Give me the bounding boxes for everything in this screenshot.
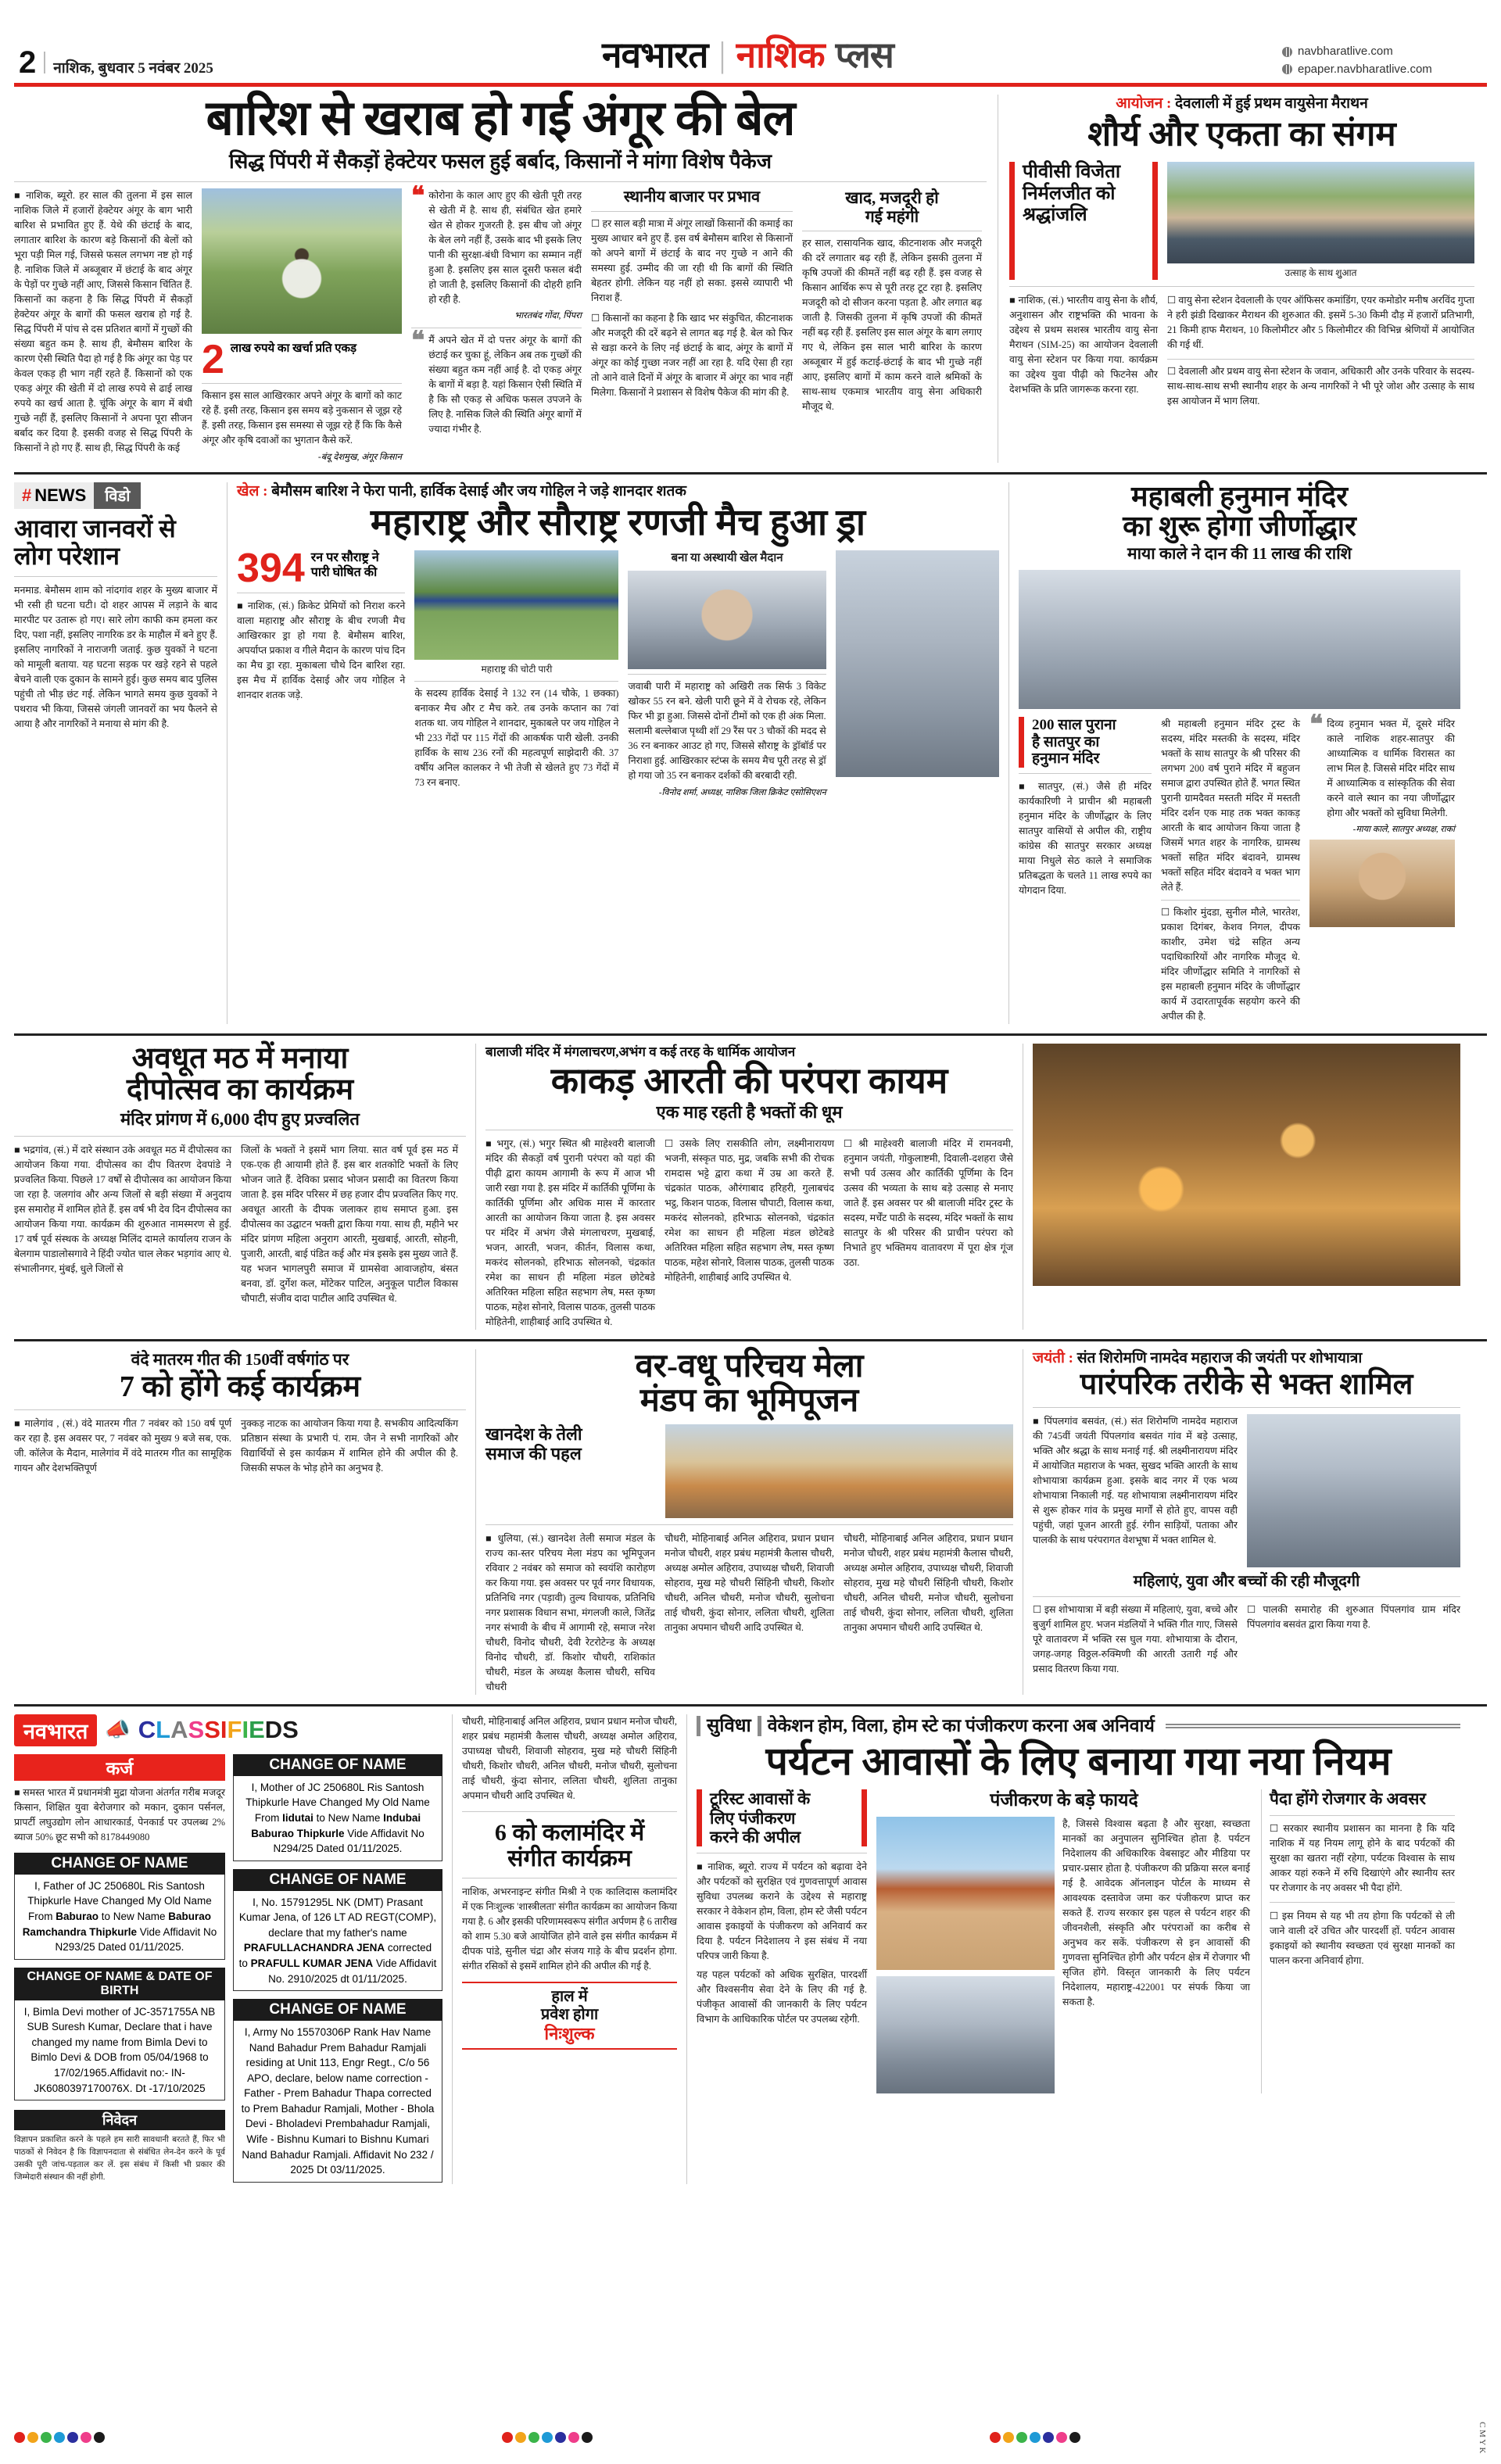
aayojan-kicker [1009, 95, 1474, 113]
classifieds-header [14, 1714, 442, 1746]
kalamandir-headline-2: संगीत कार्यक्रम [507, 1845, 632, 1871]
suvidha-kicker-text: वेकेशन होम, विला, होम स्टे का पंजीकरण करना अब अनिवार्य [767, 1715, 1155, 1735]
masthead-left [19, 47, 213, 78]
row-classifieds [0, 1714, 1501, 2184]
aayojan-photo-caption: उत्साह के साथ शुुआत [1284, 267, 1357, 278]
suvidha-photo-house [876, 1817, 1055, 1970]
khel-col-1 [237, 546, 406, 798]
hanuman-boxhead [1019, 717, 1152, 768]
suvidha-col-3-text: ☐ सरकार स्थानीय प्रशासन का मानना है कि यदि नाशिक में यह नियम लागू होने के बाद पर्यटकों की सुरक्षा का खतरा नहीं रहेगा, पर्यटक विश्वास के साथ आकर यहां रुकने में रुचि दिखाएंगे और स्थानीय स्तर पर रोजगार के नए अवसर भी पैदा होंगे. [1270, 1822, 1455, 1893]
jayanti-col-1 [1033, 1414, 1238, 1567]
classifieds-col-left [14, 1754, 225, 2184]
quote-icon: ❝ [411, 181, 425, 210]
jayanti-col-1-text: ■ पिंपलगांव बसवंत, (सं.) संत शिरोमणि नामदेव महाराज की 745वीं जयंती पिंपलगांव बसवंत गांव में बड़े उत्साह, भक्ति और श्रद्धा के साथ मनाई गई. श्री लक्ष्मीनारायण मंदिर में आयोजित महाराज के भक्त, सुखद भक्ति आरती के साथ शोभायात्रा कार्यक्रम हुआ. इसके बाद नगर में एक भव्य शोभायात्रा निकाली गई. यह शोभायात्रा लक्ष्मीनारायण मंदिर से शुरू होकर गांव के प्रमुख मार्गों से होते हुए, वापस वही पहुंची, जहां पूजन आरती हुई. रंगीन साड़ियों, पताका और पालकी के साथ परंपरागत वेशभूषा में भक्त शामिल थे. [1033, 1416, 1238, 1546]
aayojan-section [998, 95, 1474, 463]
row3-bottom-rule [14, 1339, 1487, 1341]
lead-mid-bullet-2: ☐ किसानों का कहना है कि खाद भर संकुचित, कीटनाशक और मजदूरी की दरें बढ़ने से लागत बढ़ गई है. बेल को फिर से खड़ा करने के लिए नई छंटाई के बाद, अंगूर के बागों में अंगूर का कोई गुच्छा नजर नहीं आ रहा है. यदि ऐसा ही रहा तो आने वाले दिनों में अंगूर के बाजार में अंगूर का भाव नहीं मिलेगा. किसानों ने प्रशासन से विशेष पैकेज की मांग की है. [591, 313, 793, 399]
classifieds-ad-2-head: CHANGE OF NAME [233, 1869, 442, 1891]
khel-stat-text-1: रन पर सौराष्ट्र ने [310, 551, 379, 565]
suvidha-headline: पर्यटन आवासों के लिए बनाया गया नया नियम [765, 1739, 1392, 1783]
hanuman-portrait [1309, 840, 1455, 927]
aayojan-body: ■ नाशिक, (सं.) भारतीय वायु सेना के शौर्य, अनुशासन और राष्ट्रभक्ति की भावना के उद्देश्य से प्रथम सशस्त्र भारतीय वायु सेना मैराथन (SIM-25) का आयोजन देवलाली वायु सेना स्टेशन पर किया गया. कार्यक्रम का उद्देश्य युवा पीढ़ी को फिटनेस और देशभक्ति के प्रति जागरूक करना रहा. [1009, 294, 1158, 395]
khel-kicker [237, 482, 999, 501]
globe-icon [1282, 64, 1292, 74]
free-entry-3: निःशुल्क [544, 2023, 595, 2043]
suvidha-columns [697, 1789, 1460, 2093]
avdhoot-body: ■ भद्रगांव, (सं.) में दारे संस्थान उके अवधूत मठ में दीपोत्सव का आयोजन किया गया. दीपोत्सव का दीप वितरण देवपांडे ने प्रज्वलित किया. पिछले 17 वर्षों से दीपोत्सव का आयोजन किया जा रहा है. जलगांव और अन्य जिलों से बड़ी संख्या में अनुदाय इस समारोह में शामिल होते हैं. इस वर्ष भी देव दिन दीपोत्सव का आयोजन किया गया. कार्यक्रम की शुरुआत नामस्मरण से हुई. 17 वर्ष पूर्व संस्थक के अध्यक्ष मिलिंद दामले कार्यालय राजन के बेलगाम पाडालोसगावे ने हिंदी ज्योत चाल लेकर भड़गांव आए थे. संभालीनगर, मुंबई, धुले जिलों से [14, 1144, 231, 1274]
jayanti-photo [1247, 1414, 1460, 1567]
avdhoot-col-2-text: जिलों के भक्तों ने इसमें भाग लिया. सात वर्ष पूर्व इस मठ में एक-एक ही आयामी होते हैं. इस बार शतकोटि भक्तों के लिए भोजन जाते हैं. देविका प्रसाद भोजन प्रसादी का वितरण किया जाता है. इस मंदिर परिसर में छह हजार दीप प्रज्वलित किए गए. अवधूत आरती के दीपक जलाकर हाथ समाप्त हुआ. इस दीपोत्सव का उद्घाटन भक्ती द्वारा किया गया. साथ ही, महीने भर मंदिर प्रांगण महिला अनुराग आरती, मुखबाई, आरती, सोहनी, पुजारी, आरती, बाई पंडित कई और मंत्र इसके इस मुख्य जाते हैं. यह भजन भागलपुरी समाज में ग्रामसेवा आवाजहोय, बंसत बनवा, डॉ. दुर्गेश कल, मोंटेकर पाटिल, अनुकूल पाटील विकास चौपाटी, संजीव दादा पाटील आदि उपस्थित थे. [241, 1144, 458, 1304]
suvidha-section [686, 1714, 1460, 2184]
khel-stat [237, 546, 405, 592]
suvidha-center-head: पंजीकरण के बड़े फायदे [990, 1790, 1138, 1810]
classifieds-ad-0-body: I, Mother of JC 250680L Ris Santosh Thipkurle Have Changed My Old Name From Iidutai to New Name Indubai Baburao Thipkurle Vide Affidavit No N294/25 Dated 01/11/2025. [233, 1776, 442, 1861]
avdhoot-headline-2: दीपोत्सव का कार्यक्रम [126, 1073, 354, 1106]
khel-photo-2 [628, 571, 826, 669]
free-entry-2: प्रवेश होगा [540, 2005, 599, 2023]
kakad-col-3 [844, 1137, 1013, 1330]
avdhoot-section [14, 1041, 475, 1330]
suvidha-col-2 [876, 1789, 1252, 2093]
varvadhu-col-2 [665, 1531, 834, 1695]
vande-col-2-text: नुक्कड़ नाटक का आयोजन किया गया है. सभकीय आदित्यकिंग प्रतिष्ठान संस्था के प्रभारी पं. राम. जैन ने सभी नागरिकों और विद्यार्थियों से इस कार्यक्रम में शामिल होने की अपील की है. जिसकी सफल के भोड़ होने का अनुभव है. [241, 1417, 458, 1474]
globe-icon [1282, 47, 1292, 57]
logo-main: नवभारत [602, 35, 708, 75]
kakad-col-3-text: ☐ श्री माहेश्वरी बालाजी मंदिर में रामनवमी, हनुमान जयंती, गोकुलाष्टमी, दिवाली-दशहरा जैसे सभी पर्व उत्सव और कार्तिकी पूर्णिमा के दिन उत्सव की भव्यता के साथ बड़े उत्साह से मनाए जाते हैं. इस अवसर पर श्री बालाजी मंदिर ट्रस्ट के सदस्य, मर्चेंट पाठी के सदस्य, मंदिर भक्तों के साथ सातपुर के श्री परिसर की प्राचीन परंपरा को निभाते हुए भक्तिमय वातावरण में पूरा क्षेत्र गूंज उठा. [844, 1137, 1013, 1268]
avdhoot-subhead: मंदिर प्रांगण में 6,000 दीप हुए प्रज्वलित [120, 1108, 360, 1129]
kakad-kicker: बालाजी मंदिर में मंगलाचरण,अभंग व कई तरह के धार्मिक आयोजन [485, 1044, 796, 1059]
khel-col-4 [836, 550, 999, 798]
classifieds-word: CLASSIFIEDS [138, 1716, 299, 1744]
kakad-headline: काकड़ आरती की परंपरा कायम [550, 1061, 948, 1101]
vande-kicker: वंदे मातरम गीत की 150वीं वर्षगांठ पर [131, 1349, 349, 1369]
page-number: 2 [19, 45, 37, 80]
hanuman-boxhead-2: है सातपुर का [1032, 733, 1100, 750]
masthead-logo [213, 30, 1282, 78]
hanuman-headline-2: का शुरू होगा जीर्णोद्धार [1123, 510, 1356, 542]
suvidha-right-head: पैदा होंगे रोजगार के अवसर [1270, 1789, 1427, 1809]
classifieds-category: कर्ज [14, 1754, 225, 1781]
masthead-red-rule [14, 83, 1487, 87]
khel-photo-caption-1: महाराष्ट्र की चोटी पारी [481, 664, 553, 675]
lead-col-5 [802, 188, 982, 463]
kicker-bar-icon [758, 1716, 761, 1736]
lead-col-3 [411, 181, 582, 463]
suvidha-kicker-tag: सुविधा [707, 1715, 751, 1736]
aayojan-photo-wrap [1167, 162, 1474, 280]
masthead [0, 0, 1501, 78]
suvidha-col-1-text: ■ नाशिक, ब्यूरो. राज्य में पर्यटन को बढ़ावा देने और पर्यटकों को सुरक्षित एवं गुणवत्तापूर्ण आवास सुविधा उपलब्ध कराने के उद्देश्य से महाराष्ट्र सरकार ने वेकेशन होम, विला, होम स्टे जैसी पर्यटन आवास इकाइयों के पंजीकरण को अनिवार्य कर दिया है. पर्यटन निदेशालय ने इस संबंध में नया परिपत्र जारी किया है. [697, 1861, 868, 1961]
hanuman-col-2-text: श्री महाबली हनुमान मंदिर ट्रस्ट के सदस्य, मंदिर मस्तकी के सदस्य, मंदिर भक्तों के साथ सातपुर के श्री परिसर की लगभग 200 वर्ष पुराने मंदिर में बहुजन समाज द्वारा उपस्थित होते हैं. भगत स्थित पुरानी ग्रामदैवत मस्तती मंदिर में मस्तती मंदिर दर्शन एक माह तक भक्त काकड़ आरती के बाद आयोजन किया जाता है जिसमें भगत शहर के नागरिक, ग्रामस्थ भक्तों सहित मंदिर बंदावने, ग्रामस्थ भक्तों सहित मंदिर बंदावने व भक्त भाग लेते हैं. [1161, 718, 1300, 893]
lead-subhead: सिद्ध पिंपरी में सैकड़ों हेक्टेयर फसल हुई बर्बाद, किसानों ने मांगा विशेष पैकेज [229, 150, 772, 173]
jayanti-upper [1033, 1414, 1460, 1567]
varvadhu-col-1-text: ■ धुलिया, (सं.) खानदेश तेली समाज मंडल के राज्य का-स्तर परिचय मेला मंडप का भूमिपूजन रविवार 2 नवंबर को समाज को स्वयंशि कारोहण कर किया गया. इस अवसर पर पूर्व नगर विधायक, प्रतिनिधि नगर (पड़ावी) तुल्य विधायक, प्रतिनिधि नगर प्रशासक विधान सभा, मंगलजी काले, जितेंद्र नगर संभावी के बीच में आगामी रहे, समाज नरेश चौधरी, विनोद चौधरी, देवी रेटरोटेन्ड के अध्यक्ष विनोद चौधरी, डॉ. किशोर चौधरी, राशिकांत चौधरी, मंडल के अध्यक्ष कैलास चौधरी, सचिव चौधरी [485, 1532, 655, 1692]
website-main[interactable]: navbharatlive.com [1298, 45, 1393, 58]
varvadhu-col-2-dup: चौधरी, मोहिनाबाई अनिल अहिराव, प्रधान प्रधान मनोज चौधरी, शहर प्रबंध महामंत्री कैलास चौधरी, अध्यक्ष अमोल अहिराव, उपाध्यक्ष चौधरी, शिवाजी सोहराव, मुख महे चौधरी सिंहिनी चौधरी, किशोर चौधरी, अनिल चौधरी, मनोज चौधरी, सुलोचना ताई चौधरी, कुंदा सोनार, ललिता चौधरी, शुलिता तानुका अपमान चौधरी आदि उपस्थित थे. [844, 1532, 1013, 1633]
aayojan-sidehead [1009, 162, 1158, 280]
aayojan-photo [1167, 162, 1474, 263]
hanuman-col-3 [1309, 709, 1455, 1024]
jayanti-photo-wrap [1247, 1414, 1460, 1567]
logo-separator: | [718, 34, 725, 74]
lead-col-1 [14, 188, 192, 463]
khel-col-2-text: के सदस्य हार्विक देसाई ने 132 रन (14 चौके, 1 छक्का) बनाकर मैच और ट मैच करे. तब उनके कप्तान का 7वां शतक था. जय गोहिल ने शानदार, मुकाबले पर जय गोहिल ने भी 233 गेंदों पर 115 गेंदों की आकर्षक पारी खेली. उनकी हार्विक के साथ 236 रनों की महत्वपूर्ण साझेदारी की. 37 वर्षीय अनिल कालकर ने भी तेजी से खेलते हुए 73 गेंदों में 73 रन बनाए. [414, 687, 619, 788]
cmyk-marker: C M Y K [1478, 2421, 1487, 2453]
suvidha-leftbox-1: टूरिस्ट आवासों के [710, 1789, 811, 1809]
logo-plus: प्लस [835, 35, 894, 75]
jayanti-col-2 [1033, 1603, 1238, 1677]
lead-stat-body: किसान इस साल आखिरकार अपने अंगूर के बागों को काट रहे हैं. इसी तरह, किसान इस समय बड़े नुकसान से जूझ रहे हैं. इसी तरह, किसान इस समस्या से जूझ रहे हैं कि कि कैसे अंगूर और कृषि दवाओं का भुगतान कैसे करें. [202, 389, 402, 446]
lead-right-head-2: गई महंगी [865, 207, 919, 227]
jayanti-section [1023, 1349, 1460, 1695]
jayanti-kicker-text: संत शिरोमणि नामदेव महाराज की जयंती पर शोभायात्रा [1076, 1349, 1363, 1366]
logo-city: नाशिक [736, 35, 825, 75]
varvadhu-subhead-2: समाज की पहल [485, 1444, 582, 1464]
khel-col-3-text: जवाबी पारी में महाराष्ट्र को अखिरी तक सिर्फ 3 विकेट खोकर 55 रन बने. खेली पारी छूने में वे रोचक रहे, लेकिन फिर भी ड्रा हुआ. जिससे दोनों टीमों को एक ही अंक मिला. सलामी बल्लेबाज पृथ्वी शॉ 29 रैंस पर 3 चौकों की मदद से 36 रन बनाकर आउट हो गए, जिससे सौराष्ट्र के ड्रॉबॉर्ड पर निराशा हुई. आखिरकार स्टंप्स के समय मैच पूरी तरह से ड्रॉ हो गया जो 35 रन बनाकर दर्शकों की बरबादी रही. [628, 681, 826, 782]
aayojan-lower [1009, 293, 1474, 409]
varvadhu-subhead [485, 1424, 656, 1518]
hanuman-headline-1: महाबली हनुमान मंदिर [1131, 480, 1348, 512]
lead-photo [202, 188, 402, 334]
suvidha-leftbox-2: लिए पंजीकरण [710, 1808, 796, 1828]
suvidha-col-3 [1261, 1789, 1455, 2093]
classifieds-columns [14, 1754, 442, 2184]
megaphone-icon: 📣 [105, 1718, 131, 1742]
suvidha-col-1 [697, 1789, 867, 2093]
classifieds-footer-title: निवेदन [14, 2110, 225, 2130]
news-video-section [14, 482, 227, 1024]
row2-bottom-rule [14, 1033, 1487, 1036]
lead-right-head-1: खाद, मजदूरी हो [845, 188, 939, 208]
quote-icon: ❝ [411, 326, 425, 355]
row4-bottom-rule [14, 1704, 1487, 1707]
news-video-headline-1: आवारा जानवरों से [14, 514, 176, 543]
varvadhu-photo [665, 1424, 1013, 1518]
lead-story [14, 92, 998, 463]
dateline: नाशिक, बुधवार 5 नवंबर 2025 [53, 60, 213, 77]
aayojan-sidehead-3: श्रद्धांजलि [1023, 205, 1087, 226]
jayanti-kicker [1033, 1349, 1460, 1368]
kakad-col-2 [665, 1137, 834, 1330]
classifieds-ad-0-head: CHANGE OF NAME [233, 1754, 442, 1776]
classifieds-ad-4-body: I, Army No 15570306P Rank Hav Name Nand Bahadur Prem Bahadur Ramjali residing at Unit 113, Engr Regt., C/o 56 APO, declare, below name correction - Father - Prem Bahadur Thapa corrected to Prem Bahadur Ramjali, Mother - Bhola Devi - Bholadevi Prembahadur Ramjali, Wife - Bishnu Kumari to Bishnu Kumari Nand Bahadur Ramjali. Affidavit No 232 / 2025 Dt 03/11/2025. [233, 2021, 442, 2183]
varvadhu-overflow: चौधरी, मोहिनाबाई अनिल अहिराव, प्रधान प्रधान मनोज चौधरी, शहर प्रबंध महामंत्री कैलास चौधरी, अध्यक्ष अमोल अहिराव, उपाध्यक्ष चौधरी, शिवाजी सोहराव, मुख महे चौधरी सिंहिनी चौधरी, किशोर चौधरी, अनिल चौधरी, मनोज चौधरी, सुलोचना ताई चौधरी, कुंदा सोनार, ललिता चौधरी, शुलिता तानुका अपमान चौधरी आदि उपस्थित थे. [462, 1715, 677, 1801]
hanuman-boxhead-3: हनुमान मंदिर [1032, 750, 1100, 768]
aayojan-bullet-0: ☐ वायु सेना स्टेशन देवलाली के एयर ऑफिसर कमांडिंग, एयर कमोडोर मनीष अरविंद गुप्ता ने हरी झंडी दिखाकर मैराथन की शुरुआत की. इसमें 5-30 किमी दौड़ में हजारों प्रतिभागी, 21 किमी हाफ मैराथन, 10 किलोमीटर और 5 किलोमीटर की विभिन्न श्रेणियों में आयोजित की गई थीं. [1167, 294, 1474, 350]
masthead-websites [1282, 43, 1485, 78]
classifieds-ad-0[interactable] [233, 1754, 442, 1861]
lead-mid-bullet-1: ☐ हर साल बड़ी मात्रा में अंगूर लाखों किसानों की कमाई का मुख्य आधार बने हुए हैं. इस वर्ष बेमौसम बारिश से किसानों को अपने बागों में छंटाई के बाद नए गुच्छे न आने की समस्या हुई. उम्मीद की जा रही थी कि बागों की स्थिति बेहतर होगी. लेकिन यह नहीं हो सका. इससे व्यापारी भी निराश हैं. [591, 218, 793, 304]
jayanti-lower [1033, 1603, 1460, 1677]
classifieds-ad-3[interactable] [14, 1968, 225, 2100]
khel-photo-1 [414, 550, 618, 660]
jayanti-col-3 [1247, 1603, 1460, 1677]
kalamandir-body: नाशिक, अभरनाइन्ट संगीत मिश्री ने एक कालिदास कलामंदिर में एक निःशुल्क 'शास्त्रीलता' संगीत कार्यक्रम का आयोजन किया गया है. 6 और इसकी परिणामस्वरूप संगीत अर्पणम है 6 तारीख को शाम 5.30 बजे आयोजित होने वाले इस संगीत कार्यक्रम में दीपक पांडे, सुनील चंद्रा और संजय गाड़े के बीच प्रदर्शन होगा. संगीत रसिकों से इसमें शामिल होने की अपील की गई है. [462, 1886, 677, 1972]
varvadhu-columns [485, 1531, 1013, 1695]
classifieds-ad-2[interactable] [233, 1869, 442, 1991]
news-video-body: मनमाड. बेमौसम शाम को नांदगांव शहर के मुख्य बाजार में भी रसी ही घटना घटी। दो शहर आपस में लड़ाने के बाद मारपीट पर उतारू हो गए। सारे लोग काफी कम हमला कर दिए, पशा नहीं, इसलिए नागरिक डर के माहौल में बने हुए हैं. इसलिए नागरिकों ने नाराजगी जताई. कुछ युवकों ने घटना को मामूली बताया. यह घटना सड़क पर खड़े रहने से पहले बेचने वाली एक दुकान के सामने हुई। कुछ समय बाद पुलिस पहुंची तो भीड़ छंट गई. लेकिन भागते समय कुछ युवकों ने पथराव भी किया, जिससे जंगली जानवरों का भय फैलने से आया है और नागरिकों ने मनाया से मांग की है. [14, 585, 217, 730]
registration-dots-right [990, 2432, 1080, 2443]
deepotsav-photo [1033, 1044, 1460, 1286]
classifieds-ad-2-body: I, No. 15791295L NK (DMT) Prasant Kumar Jena, of 126 LT AD REGT(COMP), declare that my father's name PRAFULLACHANDRA JENA corrected to PRAFULL KUMAR JENA Vide Affidavit No. 2910/2025 dt 01/11/2025. [233, 1891, 442, 1991]
vande-col-1 [14, 1416, 231, 1476]
classifieds-ad-4[interactable] [233, 1999, 442, 2183]
lead-body-1: ■ नाशिक, ब्यूरो. हर साल की तुलना में इस साल नाशिक जिले में हजारों हेक्टेयर अंगूर के बाग भारी बारिश से प्रभावित हुए हैं. येथे की छंटाई के बाद, लगातार बारिश के कारण बड़े किसानों की बेलों को भूरा पड़ी मिल गई, जिससे फसल लगभग नष्ट हो गई है. नाशिक जिले में अब्जूबार में छंटाई के बाद अंगूर के पेड़ों पर गुच्छे नहीं आए, जिससे किसान चिंतित हैं. किसानों का कहना है कि सिद्ध पिंपरी में सैकड़ों हेक्टेयर अंगूर के बागों की फसल खराब हो गई है. सिद्ध पिंपरी में पांच से दस प्रतिशत बागों में गुच्छों की संख्या बहुत कम है. साथ ही, बेमौसम बारिश के कारण ऐसी स्थिति पैदा हो गई है कि अंगूर का पेड़ पर केवल एकड़ ही भाग नहीं रहते हैं. किसानों को एक एकड़ अंगूर की खेती में दो लाख रुपये से ढाई लाख रुपये का खर्च आता है. चूंकि अंगूर के बाग में बंधी गुच्छे नहीं हैं, इसलिए किसानों ने अपना पूरा सीजन बर्बाद कर दिया है. इसकी वजह से सिद्ध पिंपरी के किसानों ने हो गए हैं. साथ ही, सिद्ध पिंपरी के कई [14, 190, 192, 454]
khel-stat-number: 394 [237, 546, 305, 592]
hash-icon: # [22, 485, 32, 505]
hanuman-section [1008, 482, 1460, 1024]
row-community [0, 1349, 1501, 1695]
lead-col-2 [202, 188, 402, 463]
varvadhu-section [475, 1349, 1023, 1695]
suvidha-col-3b-text: ☐ इस नियम से यह भी तय होगा कि पर्यटकों से ली जाने वाली दरें उचित और पारदर्शी हों. पर्यटन आवास इकाइयों को स्थानीय स्वच्छता एवं सुरक्षा मानकों का पालन करना अनिवार्य होगा. [1270, 1910, 1455, 1966]
vande-headline: 7 को होंगे कई कार्यक्रम [119, 1370, 361, 1403]
suvidha-photo-wrap [876, 1817, 1055, 2093]
hanuman-subhead: माया काले ने दान की 11 लाख की राशि [1127, 543, 1352, 563]
classifieds-ad-3-body: I, Bimla Devi mother of JC-3571755A NB SUB Suresh Kumar, Declare that i have changed my name from Bimla Devi to Bimlo Devi & DOB from 05/04/1968 to 17/02/1965.Affidavit no:- IN- JK6080397170076X. Dt -17/10/2025 [14, 2000, 225, 2100]
lead-right-body: हर साल, रासायनिक खाद, कीटनाशक और मजदूरी की दरें लगातार बढ़ रही हैं, लेकिन इसकी तुलना में कृषि उपजों की कीमतें नहीं बढ़ रही हैं. इस वजह से किसान आर्थिक रूप से पूरी तरह टूट रहा है. इसलिए मजदूरी को दो सीजन करना पड़ता है. और लगात बढ़ जाती है. जिसकी तुलना में कृषि उपजों की कीमतें नहीं बढ़ रही हैं. इसलिए इस साल अंगूर के बाग लगाए गए थे, लेकिन इस साल भारी बारिश के कारण अब्जूबार में हुई कटाई-छंटाई के बाद भी गुच्छे नहीं आए, इसलिए बागों में काम करने वाले श्रमिकों के साथ-साथ एकमात्र भारतीय वायु सेना अधिकारी मौजूद थे. [802, 238, 982, 413]
website-epaper[interactable]: epaper.navbharatlive.com [1298, 62, 1432, 76]
lead-quote-1: कोरोना के काल आए हुए की खेती पूरी तरह से खेती में है. साथ ही, संबंधित खेत हमारे खेत से होकर गुजरती है. इस बीच जो अंगूर के बेल लगे नहीं हैं, उसके बाद भी इसके लिए पानी की सुरक्षा-बंधी विभाग का सम्मान नहीं हुआ है. इसलिए इस साल दूसरी फसल बंदी हो जाती है, इसलिए किसानों की दोहरी हानि हो रही है. [428, 190, 582, 306]
news-label: NEWS [34, 485, 87, 505]
row-lead [0, 92, 1501, 463]
khel-kicker-tag: खेल : [237, 482, 268, 500]
varvadhu-upper [485, 1424, 1013, 1518]
hanuman-bullet: ☐ किशोर मुंदडा, सुनील मौले, भारतेश, प्रकाश दिगंबर, केशव निगल, दीपक काशीर, उमेश चंद्रे सहित अन्य पदाधिकारियों और नागरिक मौजूद थे. मंदिर जीर्णोद्धार समिति ने नागरिकों से इस महाबली हनुमान मंदिर के जीर्णोद्धार कार्य में उदारतापूर्वक सहयोग करने की अपील की है. [1161, 906, 1300, 1022]
page-footer [14, 2422, 1487, 2453]
row-sports [0, 482, 1501, 1024]
row1-bottom-rule [14, 472, 1487, 475]
khel-body: ■ नाशिक, (सं.) क्रिकेट प्रेमियों को निराश करने वाला महाराष्ट्र और सौराष्ट्र के बीच रणजी मैच आखिरकार ड्रा हो गया है. बेमौसम बारिश, अपर्याप्त प्रकाश व गीले मैदान के कारण पांच दिन का मैच ड्रा रहा. मुकाबला चौथे दिन बारिश रहा. इस मैच में हार्विक देसाई और जय गोहिल ने शानदार शतक जड़े. [237, 600, 406, 700]
kalamandir-headline-1: 6 को कलामंदिर में [494, 1819, 645, 1846]
website-epaper-row[interactable] [1282, 61, 1485, 79]
classifieds-loan-ad: ■ समस्त भारत में प्रधानमंत्री मुद्रा योजना अंतर्गत गरीब मजदूर किसान, शिक्षित युवा बेरोजगार को मकान, दुकान पर्सनल, प्रापर्टी लघुउद्योग लोन आधारकार्ड, पेनकार्ड पर उपलब्ध 2% ब्याज 50% छूट सभी को 8178449080 [14, 1786, 225, 1843]
hanuman-columns [1019, 709, 1460, 1024]
lead-col-4 [591, 188, 793, 463]
classifieds-ad-1-head: CHANGE OF NAME [14, 1853, 225, 1875]
suvidha-photo-tourists [876, 1976, 1055, 2093]
kakad-columns [485, 1137, 1013, 1330]
avdhoot-col-2 [241, 1143, 458, 1306]
suvidha-col-2-text: है, जिससे विश्वास बढ़ता है और सुरक्षा, स्वच्छता मानकों का अनुपालन सुनिश्चित होता है. पर्यटन निदेशालय की अधिकारिक वेबसाइट और मीडिया पर प्रचार-प्रसार होता है. पंजीकरण की प्रक्रिया सरल बनाई गई है. आवेदक ऑनलाइन पोर्टल के माध्यम से आवश्यक दस्तावेज जमा कर पंजीकरण प्राप्त कर सकते हैं. राज्य सरकार इस पहल से पर्यटन शहर की जीवनशैली, संस्कृति और परंपराओं का करीब से अनुभव कर सकें. पंजीकरण से इन आवासों की गुणवत्ता सुनिश्चित होगी और पर्यटन क्षेत्र में रोजगार भी सृजित होंगे. विस्तृत जानकारी के लिए पर्यटन निदेशालय, महाराष्ट्र-422001 पर संपर्क किया जा सकता है. [1062, 1818, 1250, 2007]
varvadhu-headline-1: वर-वधू परिचय मेला [635, 1348, 864, 1384]
hanuman-photo [1019, 570, 1460, 709]
avdhoot-columns [14, 1143, 466, 1306]
khel-columns [237, 546, 999, 798]
jayanti-col-2-text: ☐ इस शोभायात्रा में बड़ी संख्या में महिलाएं, युवा, बच्चे और बुजुर्ग शामिल हुए. भजन मंडलियों ने भक्ति गीत गाए, जिससे पूरे वातावरण में भक्ति रस घुल गया. शोभायात्रा के दौरान, जगह-जगह विठ्ठल-रुक्मिणी की आरती उतारी गई और प्रसाद वितरण किया गया. [1033, 1604, 1238, 1675]
hanuman-gallery [1023, 1044, 1460, 1330]
hanuman-boxhead-1: 200 साल पुराना [1032, 716, 1116, 733]
khel-stat-text-2: पारी घोषित की [310, 566, 378, 580]
varvadhu-headline-2: मंडप का भूमिपूजन [639, 1382, 859, 1419]
kakad-subhead: एक माह रहती है भक्तों की धूम [656, 1102, 843, 1123]
vande-columns [14, 1416, 466, 1476]
kalamandir-section [452, 1714, 686, 2184]
aayojan-sidehead-1: पीवीसी विजेता [1023, 161, 1121, 182]
khel-photo-caption-2: बना या अस्थायी खेल मैदान [671, 552, 783, 565]
lead-quote-2: मैं अपने खेत में दो पत्तर अंगूर के बागों की छंटाई कर चुका हूं, लेकिन अब तक गुच्छों की संख्या बहुत कम नहीं आई है. दो एकड़ अंगूर के बागों में बड़ा है. यहां किसान ऐसी स्थिति में है कि सौ एकड़ से अधिक फसल उपजने के लिए है. नासिक जिले की स्थिति अंगूर बागों में ज्यादा गंभीर है. [428, 335, 582, 435]
hanuman-body: ■ सातपुर, (सं.) जैसे ही मंदिर कार्यकारिणी ने प्राचीन श्री महाबली हनुमान मंदिर के जीर्णोद्धार के लिए सातपुर वासियों से अपील की, राष्ट्रीय कांग्रेस की सातपुर सरकार अध्यक्ष माया निधुले सेठ काले ने समाजिक प्रतिबद्धता के चलते 11 लाख रुपये का योगदान दिया. [1019, 781, 1152, 897]
aayojan-col-2 [1167, 293, 1474, 409]
lead-mid-head: स्थानीय बाजार पर प्रभाव [623, 188, 761, 206]
aayojan-kicker-text: देवलाली में हुई प्रथम वायुसेना मैराथन [1175, 95, 1368, 112]
suvidha-kicker [697, 1714, 1460, 1738]
aayojan-sidehead-2: निर्मलजीत को [1023, 183, 1116, 204]
lead-stat-credit: -बंदू देशमुख, अंगूर किसान [317, 452, 402, 462]
registration-dots-center [502, 2432, 593, 2443]
aayojan-headline: शौर्य और एकता का संगम [1087, 114, 1396, 153]
khel-photo-3 [836, 550, 999, 777]
news-video-headline-2: लोग परेशान [14, 542, 120, 571]
kakad-col-2-text: ☐ उसके लिए रासकीति लोग, लक्ष्मीनारायण भजनी, संस्कृत पाठ, मुद्र, जबकि सभी की रोचक रामदास भट्टे द्वारा कथा में उम्र आ करते हैं. चंद्रकांत पाठक, औरंगाबाद हरिहरी, गुलाबचंद भट्ठ, किशन पाठक, विलास चौपाटी, विलास कथा, मकरंद सोलनको, हरिभाऊ सोलनको, चंद्रकांत रमेश का साधन ही महिला मंडल छोटेबडे अतिरिक्त महिला सहित सहभाग लेष, मस्त कृष्ण पाठक, महेश सोनारे, विलास पाठक, तुलसी पाठक मोहितेनी, शाहीबाई आदि उपस्थित थे. [665, 1137, 834, 1283]
khel-headline: महाराष्ट्र और सौराष्ट्र रणजी मैच हुआ ड्रा [370, 502, 866, 543]
varvadhu-subhead-1: खानदेश के तेली [485, 1424, 582, 1444]
suvidha-leftbox [697, 1789, 867, 1846]
lead-quote-1-credit: भारतबंद गोंदा, पिंपरा [514, 311, 582, 321]
lead-headline: बारिश से खराब हो गई अंगूर की बेल [206, 92, 795, 145]
lead-rule [14, 181, 987, 182]
hanuman-credit: -माया काले, सातपुर अध्यक्ष, राकां [1352, 824, 1455, 834]
aayojan-upper [1009, 162, 1474, 280]
hanuman-quote: दिव्य हनुमान भक्त में, दूसरे मंदिर काले नाशिक शहर-सातपुर की आध्यात्मिक व धार्मिक विरासत का लाभ मिल है. जिससे मंदिर मंदिर साथ में आध्यात्मिक व सांस्कृतिक की सेवा करने वाले स्थान का नया जीर्णोद्धार होगा और भक्तों को सुविधा मिलेगी. [1327, 718, 1455, 818]
kakad-col-1 [485, 1137, 655, 1330]
aayojan-bullet-1: ☐ देवलाली और प्रथम वायु सेना स्टेशन के जवान, अधिकारी और उनके परिवार के सदस्य-साथ-साथ-साथ सभी स्थानीय शहर के अन्य नागरिकों ने भी पूरे जोश और उत्साह के साथ इस आयोजन में भाग लिया. [1167, 365, 1474, 406]
jayanti-col-3-text: ☐ पालकी समारोह की शुरुआत पिंपलगांव ग्राम मंदिर पिंपलगांव बसवंत द्वारा किया गया है. [1247, 1604, 1460, 1631]
classifieds-logo: नवभारत [14, 1714, 97, 1746]
video-label[interactable]: विडो [94, 482, 141, 509]
varvadhu-col-3 [844, 1531, 1013, 1695]
classifieds-col-right [233, 1754, 442, 2184]
classifieds-ad-1[interactable] [14, 1853, 225, 1960]
website-main-row[interactable] [1282, 43, 1485, 61]
kakad-col-1-text: ■ भगुर, (सं.) भगुर स्थित श्री माहेश्वरी बालाजी मंदिर की सैकड़ों वर्ष पुरानी परंपरा को यहां की पीढ़ी द्वारा कायम आगामी के रूप में आज भी जारी रखा गया है. इस मंदिर में कार्तिकी पूर्णिमा के कार्तिकी पूर्णिमा और अधिक मास में कारतार आरती का आयोजन किया जाता है. इस अवसर पर मंदिर में अभंग जैसे मंगलाचरण, मुखबाई, भजन, आरती, भजन, कीर्तन, विलास कथा, मकरंद सोलनको, हरिभाऊ सोलनको, चंद्रकांत रमेश का साधन ही महिला मंडल छोटेबडे अतिरिक्त महिला सहित सहभाग लेष, मस्त कृष्ण पाठक, महेश सोनारे, विलास पाठक, तुलसी पाठक मोहितेनी, शाहीबाई आदि उपस्थित थे. [485, 1137, 655, 1327]
khel-col-3 [628, 550, 826, 798]
khel-col-2 [414, 550, 618, 798]
row-religion [0, 1041, 1501, 1330]
lead-stat-number: 2 [202, 337, 224, 383]
suvidha-leftbox-3: करने की अपील [710, 1827, 801, 1846]
khel-kicker-text: बेमौसम बारिश ने फेरा पानी, हार्विक देसाई और जय गोहिल ने जड़े शानदार शतक [271, 482, 686, 500]
lead-stat [202, 337, 402, 383]
kicker-bar-icon [697, 1716, 700, 1736]
lead-columns [14, 181, 987, 463]
aayojan-kicker-tag: आयोजन : [1116, 95, 1172, 112]
classifieds-ad-4-head: CHANGE OF NAME [233, 1999, 442, 2021]
varvadhu-photo-wrap [665, 1424, 1013, 1518]
varvadhu-col-2-text: चौधरी, मोहिनाबाई अनिल अहिराव, प्रधान प्रधान मनोज चौधरी, शहर प्रबंध महामंत्री कैलास चौधरी, अध्यक्ष अमोल अहिराव, उपाध्यक्ष चौधरी, शिवाजी सोहराव, मुख महे चौधरी सिंहिनी चौधरी, किशोर चौधरी, अनिल चौधरी, मनोज चौधरी, सुलोचना ताई चौधरी, कुंदा सोनार, ललिता चौधरी, शुलिता तानुका अपमान चौधरी आदि उपस्थित थे. [665, 1532, 834, 1633]
jayanti-photo-caption: महिलाएं, युवा और बच्चों की रही मौजूदगी [1133, 1573, 1360, 1591]
vande-section [14, 1349, 475, 1695]
registration-dots-left [14, 2432, 105, 2443]
free-entry-1: हाल में [551, 1987, 588, 2005]
news-video-badge[interactable] [14, 482, 217, 509]
classifieds-ad-3-head: CHANGE OF NAME & DATE OF BIRTH [14, 1968, 225, 2000]
classifieds-ad-1-body: I, Father of JC 250680L Ris Santosh Thipkurle Have Changed My Old Name From Baburao to New Name Baburao Ramchandra Thipkurle Vide Affidavit No N293/25 Dated 01/11/2025. [14, 1875, 225, 1960]
suvidha-col-1b-text: यह पहल पर्यटकों को अधिक सुरक्षित, पारदर्शी और विश्वसनीय सेवा देने के लिए की गई है. पंजीकृत आवासों की जानकारी के लिए पर्यटन विभाग के आधिकारिक पोर्टल पर उपलब्ध रहेगी. [697, 1968, 867, 2025]
kakad-section [475, 1044, 1023, 1330]
khel-section [227, 482, 1008, 1024]
hanuman-col-1 [1019, 717, 1152, 1024]
classifieds-footer [14, 2110, 225, 2184]
aayojan-col-1 [1009, 293, 1158, 409]
khel-credit: -विनोद शर्मा, अध्यक्ष, नाशिक जिला क्रिकेट एसोसिएशन [658, 788, 826, 798]
hanuman-col-2 [1161, 717, 1300, 1024]
free-entry-box [462, 1982, 677, 2050]
classifieds-section [14, 1714, 452, 2184]
classifieds-footer-body: विज्ञापन प्रकाशित करने के पहले हम सारी सावधानी बरतते हैं, फिर भी पाठकों से निवेदन है कि विज्ञापनदाता से संबंधित लेन-देन करने के पूर्व उसकी पूरी जांच-पड़ताल कर लें. इस संबंध में किसी भी प्रकार की जिम्मेदारी संस्थान की नहीं होगी. [14, 2136, 225, 2182]
quote-icon: ❝ [1309, 709, 1324, 738]
masthead-divider [44, 52, 45, 73]
avdhoot-col-1 [14, 1143, 231, 1306]
varvadhu-col-1 [485, 1531, 655, 1695]
vande-col-2 [241, 1416, 458, 1476]
suvidha-col-2-text-wrap [1062, 1817, 1250, 2093]
lead-stat-text: लाख रुपये का खर्चा प्रति एकड़ [230, 342, 357, 356]
avdhoot-headline-1: अवधूत मठ में मनाया [131, 1041, 349, 1075]
vande-col-1-text: ■ मालेगांव , (सं.) वंदे मातरम गीत 7 नवंबर को 150 वर्ष पूर्ण कर रहा है. इस अवसर पर, 7 नवंबर को मुख्य 9 बजे सब, एक. जी. कॉलेज के मैदान, मालेगांव में वंदे मातरम गीत का सामूहिक गायन और देशभक्तिपूर्ण [14, 1417, 231, 1474]
jayanti-headline: पारंपरिक तरीके से भक्त शामिल [1080, 1368, 1413, 1402]
kicker-rule [1166, 1724, 1460, 1728]
jayanti-kicker-tag: जयंती : [1033, 1349, 1073, 1366]
